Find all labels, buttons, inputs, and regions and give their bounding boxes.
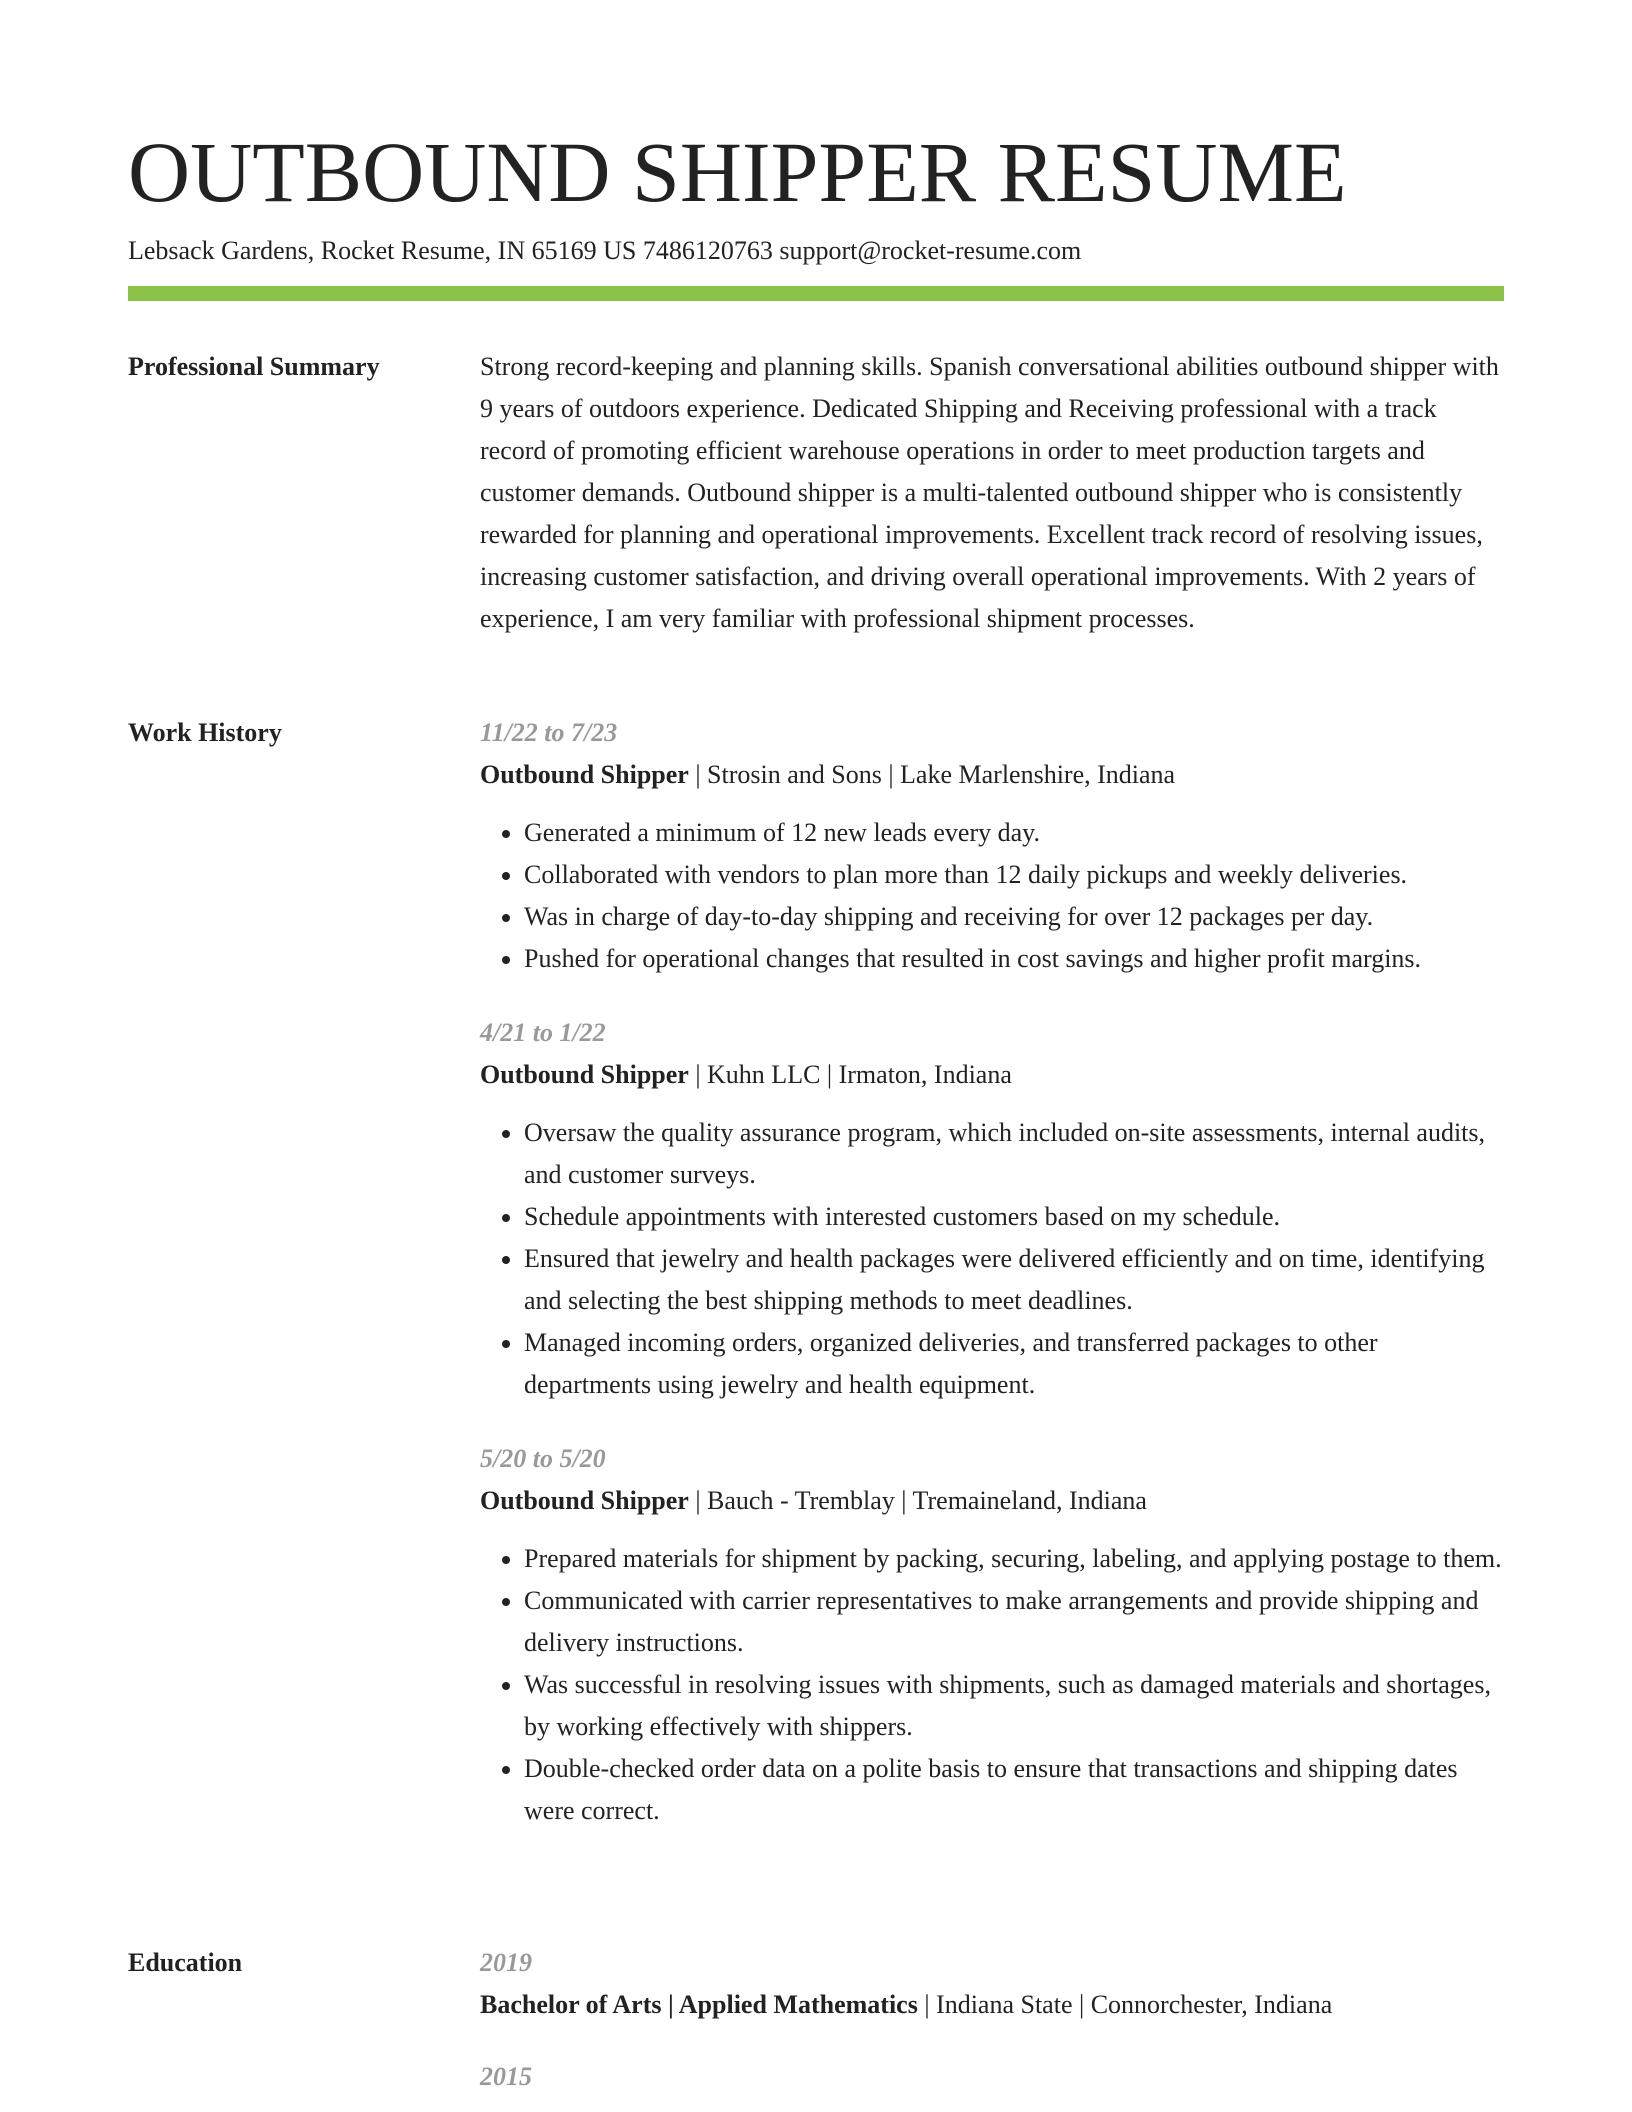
job-bullets	[480, 812, 1504, 980]
job-details: | Strosin and Sons | Lake Marlenshire, Indiana	[688, 760, 1176, 789]
list-item: • Pushed for operational changes that resulted in cost savings and higher profit margins.	[524, 938, 1504, 980]
summary-label: Professional Summary	[128, 352, 380, 381]
job-dates: 11/22 to 7/23	[480, 718, 618, 747]
summary-body	[480, 346, 1504, 640]
job-heading	[480, 1480, 1504, 1522]
job-entry	[480, 1012, 1504, 1406]
job-heading	[480, 754, 1504, 796]
resume-header	[128, 118, 1504, 268]
list-item: • Ensured that jewelry and health packages were delivered efficiently and on time, identifying and selecting the best shipping methods to meet deadlines.	[524, 1238, 1504, 1322]
job-title: Outbound Shipper	[480, 760, 689, 789]
work-history-body	[480, 712, 1504, 1864]
education-body	[480, 1942, 1504, 2112]
list-item: • Generated a minimum of 12 new leads every day.	[524, 812, 1504, 854]
job-dates: 4/21 to 1/22	[480, 1018, 606, 1047]
education-label: Education	[128, 1948, 243, 1977]
job-details: | Kuhn LLC | Irmaton, Indiana	[688, 1060, 1012, 1089]
education-entry	[480, 1942, 1504, 2026]
list-item: • Oversaw the quality assurance program, which included on-site assessments, internal audits, and customer surveys.	[524, 1112, 1504, 1196]
work-history-label: Work History	[128, 718, 282, 747]
education-entry	[480, 2056, 1504, 2098]
job-entry	[480, 712, 1504, 980]
job-dates: 5/20 to 5/20	[480, 1444, 606, 1473]
list-item: • Was successful in resolving issues with shipments, such as damaged materials and shortages, by working effectively with shippers.	[524, 1664, 1504, 1748]
education-details: | Indiana State | Connorchester, Indiana	[917, 1990, 1333, 2019]
education-degree: Bachelor of Arts | Applied Mathematics	[480, 1990, 918, 2019]
education-year: 2019	[480, 1948, 532, 1977]
job-title: Outbound Shipper	[480, 1486, 689, 1515]
header-divider	[128, 286, 1504, 301]
list-item: • Managed incoming orders, organized deliveries, and transferred packages to other departments using jewelry and health equipment.	[524, 1322, 1504, 1406]
contact-line: Lebsack Gardens, Rocket Resume, IN 65169 US 7486120763 support@rocket-resume.com	[128, 236, 1082, 265]
job-bullets	[480, 1538, 1504, 1832]
list-item: • Was in charge of day-to-day shipping and receiving for over 12 packages per day.	[524, 896, 1504, 938]
summary-text: Strong record-keeping and planning skills. Spanish conversational abilities outbound shipper with 9 years of outdoors experience. Dedicated Shipping and Receiving professional with a track record of promoting efficient warehouse operations in order to meet production targets and customer demands. Outbound shipper is a multi-talented outbound shipper who is consistently rewarded for planning and operational improvements. Excellent track record of resolving issues, increasing customer satisfaction, and driving overall operational improvements. With 2 years of experience, I am very familiar with professional shipment processes.	[480, 352, 1499, 633]
job-bullets	[480, 1112, 1504, 1406]
list-item: • Communicated with carrier representatives to make arrangements and provide shipping and delivery instructions.	[524, 1580, 1504, 1664]
education-heading	[480, 1984, 1504, 2026]
list-item: • Prepared materials for shipment by packing, securing, labeling, and applying postage to them.	[524, 1538, 1504, 1580]
list-item: • Schedule appointments with interested customers based on my schedule.	[524, 1196, 1504, 1238]
education-year: 2015	[480, 2062, 532, 2091]
resume-title: OUTBOUND SHIPPER RESUME	[128, 124, 1347, 220]
job-entry	[480, 1438, 1504, 1832]
job-title: Outbound Shipper	[480, 1060, 689, 1089]
job-heading	[480, 1054, 1504, 1096]
list-item: • Double-checked order data on a polite basis to ensure that transactions and shipping dates were correct.	[524, 1748, 1504, 1832]
job-details: | Bauch - Tremblay | Tremaineland, Indiana	[688, 1486, 1147, 1515]
list-item: • Collaborated with vendors to plan more than 12 daily pickups and weekly deliveries.	[524, 854, 1504, 896]
